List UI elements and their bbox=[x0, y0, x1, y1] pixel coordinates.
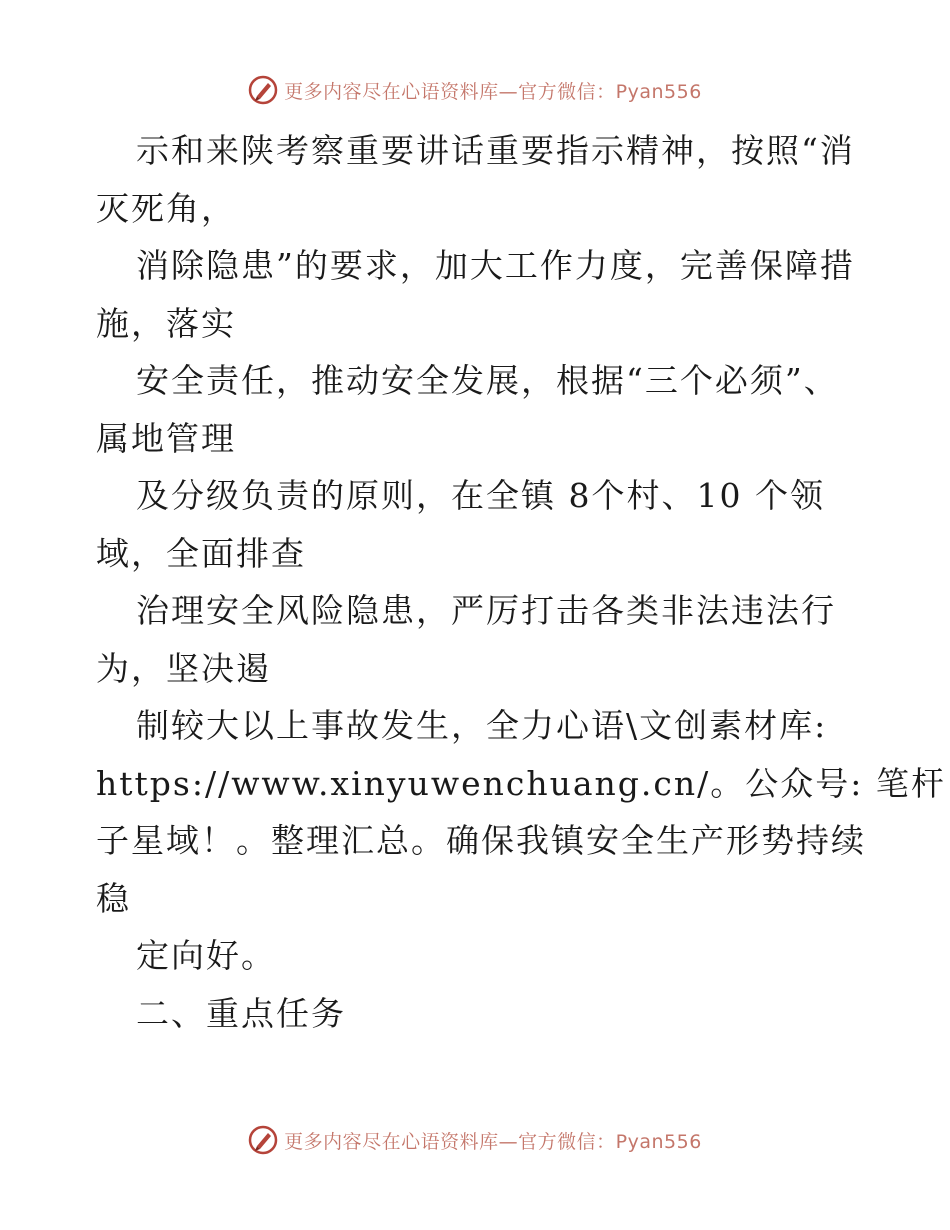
pen-logo-icon bbox=[248, 75, 278, 105]
body-line: 安全责任，推动安全发展，根据“三个必须”、 bbox=[136, 361, 839, 400]
body-line: 示和来陕考察重要讲话重要指示精神，按照“消 bbox=[136, 131, 855, 170]
body-line: 为，坚决遏 bbox=[96, 648, 271, 688]
body-line: 子星域！。整理汇总。确保我镇安全生产形势持续 bbox=[96, 821, 866, 860]
body-line: 属地管理 bbox=[96, 418, 236, 458]
header-banner-text: 更多内容尽在心语资料库—官方微信：Pyan556 bbox=[284, 80, 702, 103]
footer-banner bbox=[0, 1120, 950, 1160]
pen-logo-icon bbox=[248, 1125, 278, 1155]
body-line: 域，全面排查 bbox=[96, 533, 306, 573]
body-line: 制较大以上事故发生，全力心语\文创素材库: bbox=[136, 706, 828, 745]
body-line: 灭死角， bbox=[96, 188, 236, 228]
body-line: 治理安全风险隐患，严厉打击各类非法违法行 bbox=[136, 591, 836, 630]
section-heading: 二、重点任务 bbox=[136, 993, 346, 1033]
body-line: https://www.xinyuwenchuang.cn/。公众号: 笔杆 bbox=[96, 763, 946, 803]
document-body bbox=[96, 122, 946, 1042]
body-line: 定向好。 bbox=[136, 936, 276, 975]
body-line: 消除隐患”的要求，加大工作力度，完善保障措 bbox=[136, 246, 855, 285]
header-banner bbox=[0, 70, 950, 110]
body-line: 稳 bbox=[96, 878, 131, 918]
footer-banner-text: 更多内容尽在心语资料库—官方微信：Pyan556 bbox=[284, 1130, 702, 1153]
body-line: 施，落实 bbox=[96, 303, 236, 343]
body-line: 及分级负责的原则，在全镇 8个村、10 个领 bbox=[136, 476, 825, 515]
